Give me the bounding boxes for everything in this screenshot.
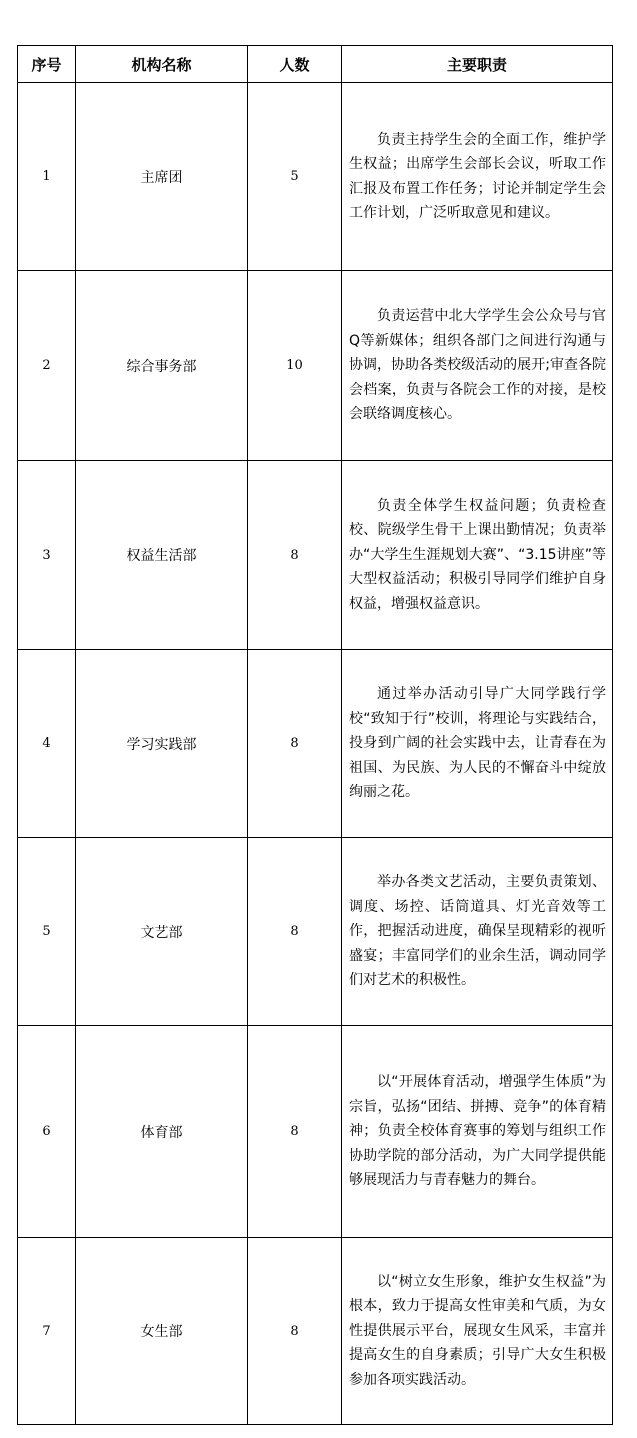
row-member-count: 8: [248, 461, 342, 650]
row-member-count: 8: [248, 838, 342, 1026]
row-member-count: 8: [248, 650, 342, 838]
row-main-duty: 通过举办活动引导广大同学践行学校“致知于行”校训，将理论与实践结合，投身到广阔的社会实践中去，让青春在为祖国、为民族、为人民的不懈奋斗中绽放绚丽之花。: [342, 650, 613, 838]
row-index: 2: [18, 271, 76, 461]
table-row: [18, 461, 613, 650]
table-row: [18, 271, 613, 461]
table-row: [18, 650, 613, 838]
row-main-duty: 举办各类文艺活动，主要负责策划、调度、场控、话筒道具、灯光音效等工作，把握活动进度，确保呈现精彩的视听盛宴；丰富同学们的业余生活，调动同学们对艺术的积极性。: [342, 838, 613, 1026]
row-org-name: 权益生活部: [76, 461, 248, 650]
organization-table: [17, 45, 613, 1425]
row-index: 5: [18, 838, 76, 1026]
row-main-duty: 负责运营中北大学学生会公众号与官Q等新媒体；组织各部门之间进行沟通与协调，协助各类校级活动的展开;审查各院会档案，负责与各院会工作的对接，是校会联络调度核心。: [342, 271, 613, 461]
row-org-name: 学习实践部: [76, 650, 248, 838]
table-header-row: [18, 46, 613, 83]
row-org-name: 综合事务部: [76, 271, 248, 461]
row-index: 6: [18, 1026, 76, 1238]
row-member-count: 5: [248, 83, 342, 271]
row-main-duty: 负责主持学生会的全面工作，维护学生权益；出席学生会部长会议，听取工作汇报及布置工作任务；讨论并制定学生会工作计划，广泛听取意见和建议。: [342, 83, 613, 271]
row-member-count: 8: [248, 1026, 342, 1238]
row-main-duty: 负责全体学生权益问题；负责检查校、院级学生骨干上课出勤情况；负责举办“大学生生涯规划大赛”、“3.15讲座”等大型权益活动；积极引导同学们维护自身权益，增强权益意识。: [342, 461, 613, 650]
row-main-duty: 以“树立女生形象，维护女生权益”为根本，致力于提高女性审美和气质，为女性提供展示平台，展现女生风采，丰富并提高女生的自身素质；引导广大女生积极参加各项实践活动。: [342, 1238, 613, 1425]
header-member-count: 人数: [248, 46, 342, 83]
table-row: [18, 1238, 613, 1425]
row-index: 3: [18, 461, 76, 650]
table-row: [18, 83, 613, 271]
row-org-name: 主席团: [76, 83, 248, 271]
row-org-name: 文艺部: [76, 838, 248, 1026]
header-org-name: 机构名称: [76, 46, 248, 83]
row-index: 1: [18, 83, 76, 271]
row-org-name: 女生部: [76, 1238, 248, 1425]
table-row: [18, 1026, 613, 1238]
table-row: [18, 838, 613, 1026]
header-index: 序号: [18, 46, 76, 83]
row-member-count: 8: [248, 1238, 342, 1425]
row-index: 7: [18, 1238, 76, 1425]
row-member-count: 10: [248, 271, 342, 461]
row-org-name: 体育部: [76, 1026, 248, 1238]
header-main-duty: 主要职责: [342, 46, 613, 83]
row-main-duty: 以“开展体育活动，增强学生体质”为宗旨，弘扬“团结、拼搏、竞争”的体育精神；负责全校体育赛事的筹划与组织工作协助学院的部分活动，为广大同学提供能够展现活力与青春魅力的舞台。: [342, 1026, 613, 1238]
row-index: 4: [18, 650, 76, 838]
